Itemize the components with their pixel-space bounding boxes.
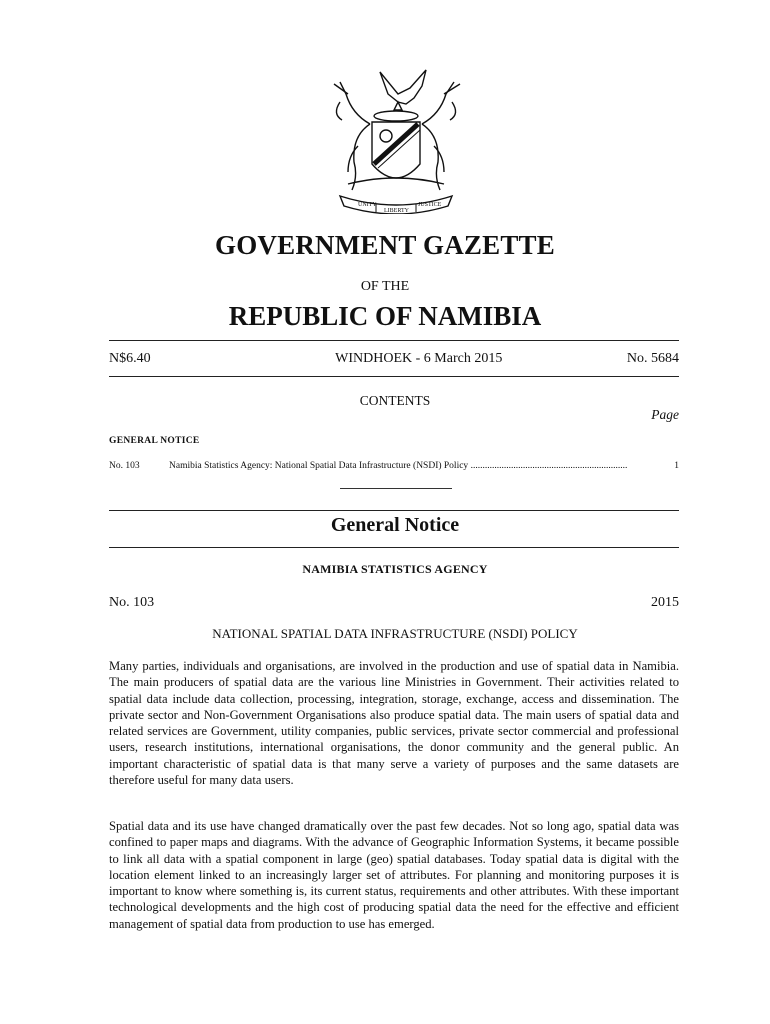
contents-item-number: No. 103 (109, 461, 140, 471)
contents-item-title: Namibia Statistics Agency: National Spatial Data Infrastructure (NSDI) Policy .................................................................. (169, 461, 628, 471)
agency-name: NAMIBIA STATISTICS AGENCY (302, 562, 488, 576)
gazette-number: No. 5684 (626, 351, 679, 366)
contents-heading: CONTENTS (359, 393, 431, 408)
republic-title: REPUBLIC OF NAMIBIA (228, 301, 542, 331)
body-paragraph-2: Spatial data and its use have changed dramatically over the past few decades. Not so long ago, spatial data was confined to paper maps and diagrams. With the advance of Geographic Information Systems, it became possible to link all data with a spatial component in large (geo) spatial databases. Today spatial data is digital with the location element linked to an increasingly larger set of attributes. For planning and monitoring purposes it is important to know where something is, its current status, requirements and other attributes. With these important technological developments and the high cost of producing spatial data the need for the effective and efficient management of spatial data from production to use has emerged. (109, 819, 679, 931)
contents-item-page: 1 (674, 461, 679, 471)
notice-rule-bottom (109, 547, 679, 548)
notice-number: No. 103 (109, 595, 155, 610)
of-the-label: OF THE (360, 279, 410, 294)
contents-item[interactable] (109, 461, 679, 471)
header-rule-top (109, 340, 679, 341)
contents-end-rule (340, 488, 452, 489)
contents-section-label: GENERAL NOTICE (109, 436, 200, 446)
svg-text:UNITY: UNITY (358, 202, 377, 208)
page-column-label: Page (651, 407, 679, 422)
notice-rule-top (109, 510, 679, 511)
notice-number-row (109, 595, 679, 611)
gazette-title: GOVERNMENT GAZETTE (215, 230, 555, 260)
coat-of-arms-icon (318, 64, 470, 214)
notice-heading: General Notice (330, 514, 460, 536)
masthead-row (109, 351, 679, 367)
policy-title: NATIONAL SPATIAL DATA INFRASTRUCTURE (NSDI) POLICY (212, 626, 578, 641)
place-date-label: WINDHOEK - 6 March 2015 (335, 351, 503, 366)
notice-year: 2015 (651, 595, 679, 610)
svg-text:JUSTICE: JUSTICE (418, 202, 442, 208)
body-paragraph-1: Many parties, individuals and organisations, are involved in the production and use of spatial data in Namibia. The main producers of spatial data are the various line Ministries in Government. Their activities related to spatial data include data collection, processing, integration, storage, exchange, access and dissemination. The private sector and Non-Government Organisations also produce spatial data. The main users of spatial data and related services are Government, utility companies, public services, private sector commercial and professional users, research institutions, international organisations, the donor community and the general public. An important characteristic of spatial data is that many serve a variety of purposes and the same datasets are therefore useful for many data users. (109, 659, 679, 788)
header-rule-bottom (109, 376, 679, 377)
svg-text:LIBERTY: LIBERTY (384, 208, 409, 214)
price-label: N$6.40 (109, 351, 151, 366)
